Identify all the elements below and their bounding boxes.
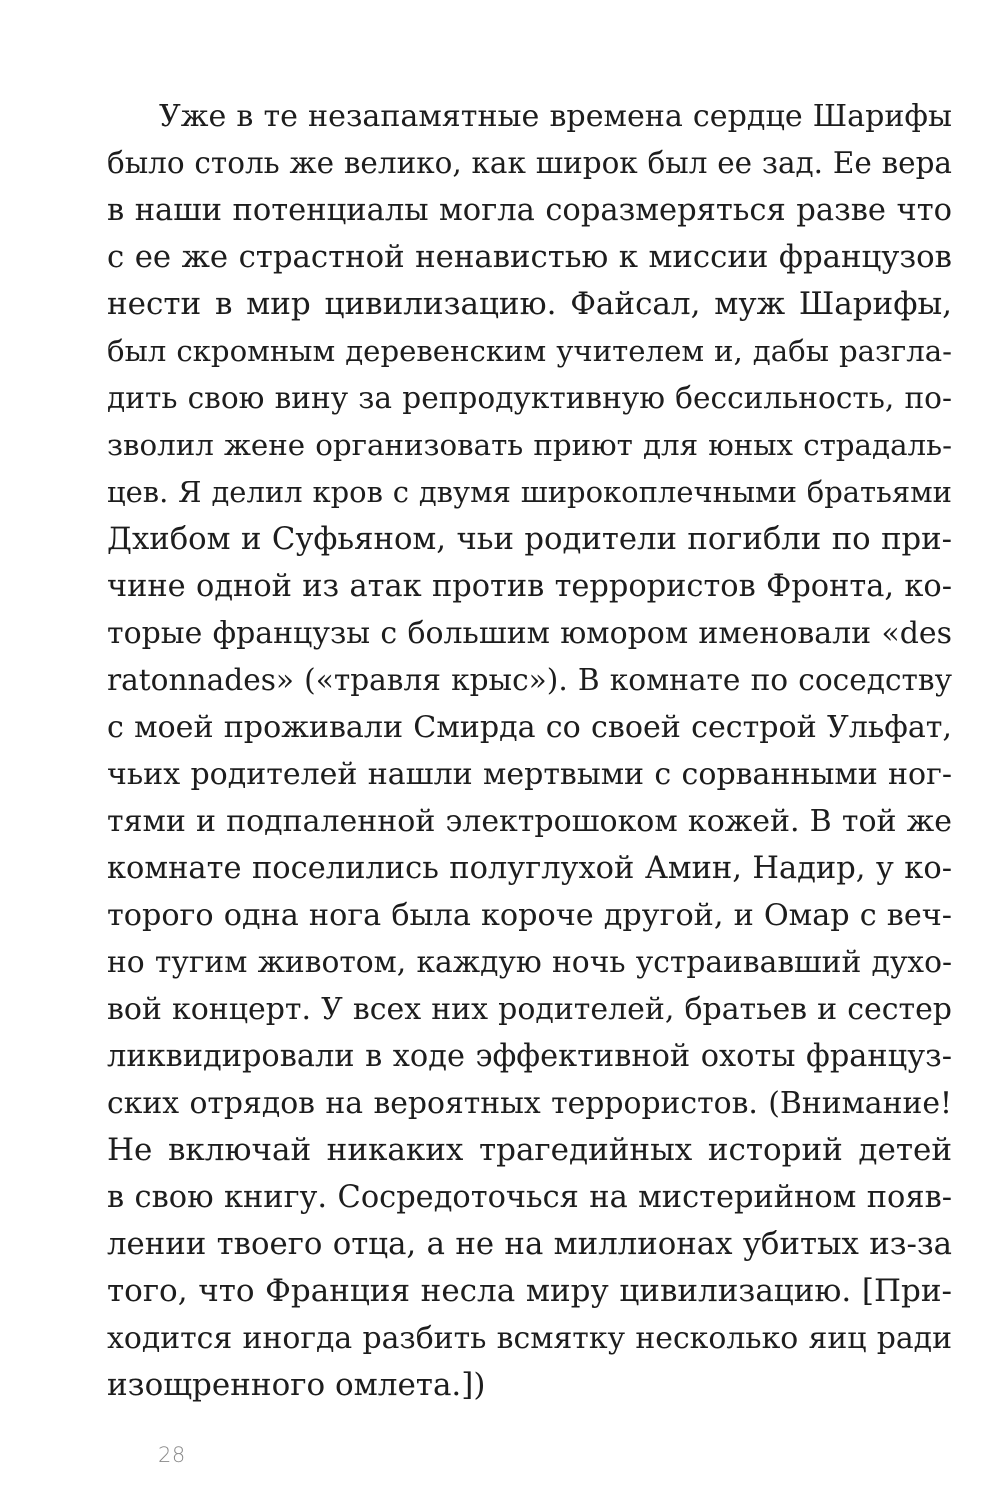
text-line-21: ликвидировали в ходе эффективной охоты француз- [107, 1039, 952, 1074]
text-line-2: было столь же велико, как широк был ее зад. Ее вера [107, 146, 952, 180]
text-line-6: был скромным деревенским учителем и, дабы разгла- [107, 334, 952, 368]
text-line-16: тями и подпаленной электрошоком кожей. В той же [107, 804, 952, 839]
text-line-26: того, что Франция несла миру цивилизацию. [При- [107, 1273, 952, 1309]
text-line-22: ских отрядов на вероятных террористов. (Внимание! [107, 1086, 952, 1121]
text-line-12: торые французы с большим юмором именовали «des [107, 616, 952, 651]
text-line-15: чьих родителей нашли мертвыми с сорванными ног- [107, 757, 952, 792]
text-line-3: в наши потенциалы могла соразмеряться разве что [107, 193, 952, 228]
text-line-7: дить свою вину за репродуктивную бессильность, по- [107, 381, 952, 415]
text-line-24: в свою книгу. Сосредоточься на мистерийном появ- [107, 1180, 952, 1215]
text-line-8: зволил жене организовать приют для юных страдаль- [107, 428, 952, 462]
text-line-10: Дхибом и Суфьяном, чьи родители погибли по при- [107, 522, 952, 557]
text-line-5: нести в мир цивилизацию. Файсал, муж Шарифы, [107, 286, 952, 322]
text-line-17: комнате поселились полуглухой Амин, Надир, у ко- [107, 851, 952, 886]
text-line-14: с моей проживали Смирда со своей сестрой Ульфат, [107, 710, 952, 745]
text-line-11: чине одной из атак против террористов Фронта, ко- [107, 569, 952, 604]
text-line-23: Не включай никаких трагедийных историй детей [107, 1132, 952, 1168]
text-line-1: Уже в те незапамятные времена сердце Шарифы [159, 99, 952, 134]
page-number: 28 [158, 1443, 186, 1467]
text-line-28: изощренного омлета.]) [107, 1367, 486, 1403]
text-line-9: цев. Я делил кров с двумя широкоплечными братьями [107, 475, 952, 509]
body-paragraph [107, 93, 952, 1409]
text-line-25: лении твоего отца, а не на миллионах убитых из-за [107, 1226, 952, 1262]
text-line-19: но тугим животом, каждую ночь устраивавший духо- [107, 945, 952, 980]
text-line-18: торого одна нога была короче другой, и Омар с веч- [107, 898, 952, 933]
text-line-27: ходится иногда разбить всмятку несколько яиц ради [107, 1321, 952, 1356]
text-line-13: ratonnades» («травля крыс»). В комнате по соседству [107, 663, 952, 697]
text-line-4: с ее же страстной ненавистью к миссии французов [107, 239, 952, 275]
text-line-20: вой концерт. У всех них родителей, братьев и сестер [107, 992, 952, 1027]
